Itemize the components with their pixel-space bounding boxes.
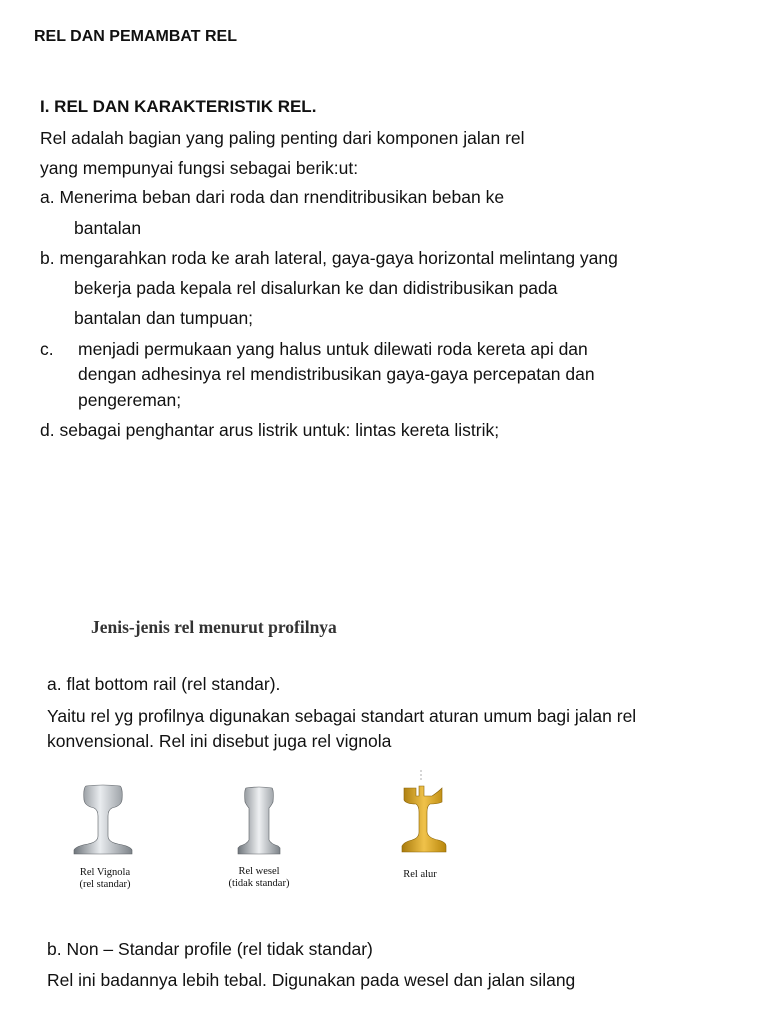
intro-line: Rel adalah bagian yang paling penting dari komponen jalan rel <box>40 128 525 148</box>
list-item-b-cont: bekerja pada kepala rel disalurkan ke dan didistribusikan pada <box>74 278 558 298</box>
caption-line: Rel Vignola <box>79 867 131 878</box>
groove-rail-image <box>398 768 450 858</box>
rail-type-a-desc: Yaitu rel yg profilnya digunakan sebagai standart aturan umum bagi jalan rel <box>47 706 637 726</box>
rail-type-a-desc: konvensional. Rel ini disebut juga rel vignola <box>47 731 392 751</box>
wesel-rail-image <box>236 786 282 856</box>
list-item-c: menjadi permukaan yang halus untuk dilewati roda kereta api dan <box>78 339 588 359</box>
caption-line: Rel alur <box>403 869 437 880</box>
vignola-rail-image <box>70 784 136 856</box>
wesel-caption <box>214 866 304 890</box>
rail-type-a-label: a. flat bottom rail (rel standar). <box>47 674 281 694</box>
list-item-a: a. Menerima beban dari roda dan rnenditribusikan beban ke <box>40 187 505 207</box>
caption-line: (rel standar) <box>79 879 131 890</box>
document-title: REL DAN PEMAMBAT REL <box>34 28 237 45</box>
list-item-d: d. sebagai penghantar arus listrik untuk: lintas kereta listrik; <box>40 420 500 440</box>
alur-caption <box>390 869 450 881</box>
subsection-heading: Jenis-jenis rel menurut profilnya <box>91 617 337 637</box>
list-item-b-cont: bantalan dan tumpuan; <box>74 308 254 328</box>
rail-type-b-desc: Rel ini badannya lebih tebal. Digunakan pada wesel dan jalan silang <box>47 970 576 990</box>
intro-line: yang mempunyai fungsi sebagai berik:ut: <box>40 158 359 178</box>
list-item-b: b. mengarahkan roda ke arah lateral, gaya-gaya horizontal melintang yang <box>40 248 618 268</box>
caption-line: Rel wesel <box>238 866 280 877</box>
section-heading: I. REL DAN KARAKTERISTIK REL. <box>40 97 317 116</box>
rail-type-b-label: b. Non – Standar profile (rel tidak standar) <box>47 939 373 959</box>
list-item-c-marker: c. <box>40 339 54 359</box>
list-item-a-cont: bantalan <box>74 218 142 238</box>
list-item-c-cont: dengan adhesinya rel mendistribusikan gaya-gaya percepatan dan <box>78 364 595 384</box>
list-item-c-cont: pengereman; <box>78 390 182 410</box>
vignola-caption <box>60 867 150 891</box>
caption-line: (tidak standar) <box>228 878 290 889</box>
